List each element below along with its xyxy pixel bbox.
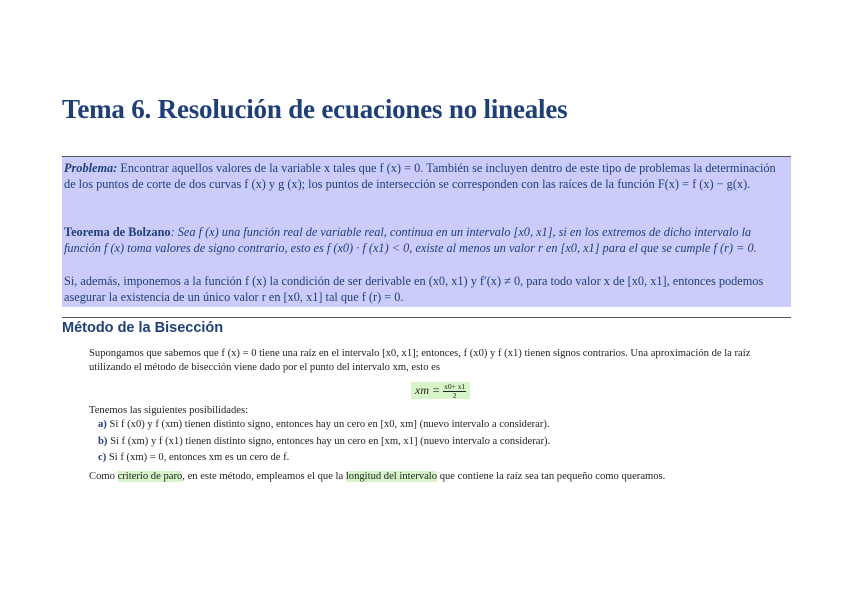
midpoint-formula: [411, 382, 470, 399]
item-marker: b): [98, 436, 108, 447]
list-item: [98, 435, 550, 449]
criterio-mid: , en este método, empleamos el que la: [182, 471, 346, 482]
problema-text: Encontrar aquellos valores de la variable x tales que f (x) = 0. También se incluyen dentro de este tipo de problemas la determinación de los puntos de corte de dos curvas f (x) y g (x); los puntos de intersección se corresponden con las raíces de la función F(x) = f (x) − g(x).: [64, 161, 776, 192]
bolzano-lead: Teorema de Bolzano: [64, 225, 171, 239]
criterio-paragraph: [89, 470, 791, 484]
formula-lhs: xm =: [415, 383, 441, 397]
divider-bottom: [62, 317, 791, 318]
definition-box: [62, 157, 791, 307]
list-item: [98, 418, 550, 432]
possibilities-label: Tenemos las siguientes posibilidades:: [89, 405, 249, 416]
formula-fraction: [443, 383, 466, 400]
criterio-pre: Como: [89, 471, 118, 482]
intro-paragraph: Supongamos que sabemos que f (x) = 0 tiene una raíz en el intervalo [x0, x1]; entonces, f (x0) y f (x1) tienen signos contrarios. Una aproximación de la raíz utilizando el método de bisección viene dado por el punto del intervalo xm, esto es: [89, 348, 751, 373]
list-item: [98, 451, 289, 465]
item-marker: a): [98, 419, 107, 430]
section-heading: Método de la Bisección: [62, 320, 224, 336]
bolzano-text: : Sea f (x) una función real de variable real, continua en un intervalo [x0, x1], si en los extremos de dicho intervalo la función f (x) toma valores de signo contrario, esto es f (x0) · f (x1) < 0, existe al menos un valor r en [x0, x1] para el que se cumple f (r) = 0.: [64, 225, 757, 256]
problema-paragraph: [62, 160, 793, 193]
highlight-criterio: criterio de paro: [117, 471, 183, 482]
item-text: Si f (xm) = 0, entonces xm es un cero de f.: [106, 452, 290, 463]
bolzano-paragraph: [62, 224, 793, 257]
derivable-paragraph: Si, además, imponemos a la función f (x) la condición de ser derivable en (x0, x1) y f′(x) ≠ 0, para todo valor x de [x0, x1], entonces podemos asegurar la existencia de un único valor r en [x0, x1] tal que f (r) = 0.: [64, 274, 764, 305]
item-text: Si f (x0) y f (xm) tienen distinto signo, entonces hay un cero en [x0, xm] (nuevo intervalo a considerar).: [106, 419, 550, 430]
page-title: Tema 6. Resolución de ecuaciones no lineales: [62, 94, 568, 124]
criterio-post: que contiene la raíz sea tan pequeño como queramos.: [437, 471, 666, 482]
problema-lead: Problema:: [64, 161, 118, 175]
formula-numerator: x0+ x1: [444, 381, 466, 391]
item-text: Si f (xm) y f (x1) tienen distinto signo, entonces hay un cero en [xm, x1] (nuevo intervalo a considerar).: [107, 436, 551, 447]
item-marker: c): [98, 452, 107, 463]
highlight-longitud: longitud del intervalo: [345, 471, 438, 482]
formula-denominator: 2: [452, 390, 457, 400]
